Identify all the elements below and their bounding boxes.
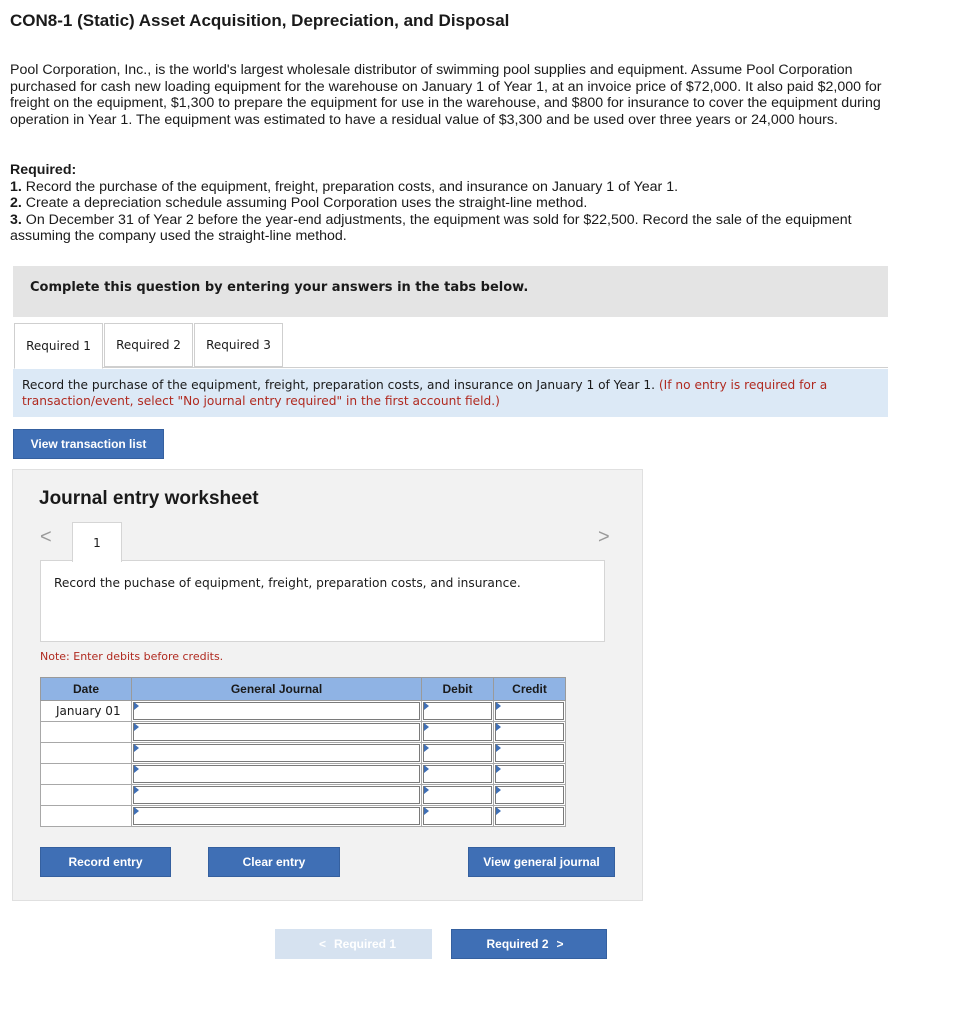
required-item-1 — [10, 179, 910, 196]
entry-description-box — [40, 560, 605, 642]
chevron-left-icon[interactable]: < — [40, 526, 52, 548]
account-select[interactable] — [132, 806, 422, 827]
previous-required-label: Required 1 — [334, 937, 397, 951]
view-transaction-list-button[interactable]: View transaction list — [13, 429, 164, 459]
tab-required-2[interactable]: Required 2 — [104, 323, 193, 367]
dropdown-marker-icon — [134, 786, 139, 794]
tab-required-3[interactable]: Required 3 — [194, 323, 283, 367]
input-marker-icon — [424, 765, 429, 773]
credit-input[interactable] — [494, 764, 566, 785]
debit-input[interactable] — [422, 806, 494, 827]
input-marker-icon — [496, 702, 501, 710]
credit-input[interactable] — [494, 722, 566, 743]
input-marker-icon — [424, 786, 429, 794]
account-select[interactable] — [132, 701, 422, 722]
dropdown-marker-icon — [134, 807, 139, 815]
date-column-header: Date — [41, 678, 132, 701]
table-row — [41, 785, 566, 806]
dropdown-marker-icon — [134, 702, 139, 710]
debit-input[interactable] — [422, 743, 494, 764]
tab-required-1[interactable]: Required 1 — [14, 323, 103, 369]
account-select[interactable] — [132, 785, 422, 806]
date-cell — [41, 785, 132, 806]
dropdown-marker-icon — [134, 744, 139, 752]
previous-required-button[interactable] — [275, 929, 432, 959]
date-cell — [41, 743, 132, 764]
debit-input[interactable] — [422, 785, 494, 806]
credit-input[interactable] — [494, 743, 566, 764]
debit-input[interactable] — [422, 722, 494, 743]
required-item-number: 1. — [10, 178, 22, 195]
required-item-text: On December 31 of Year 2 before the year-end adjustments, the equipment was sold for $22,500. Record the sale of the equipment assuming the company used the straight-line method. — [10, 211, 852, 245]
chevron-right-icon: > — [556, 937, 564, 951]
debits-note: Note: Enter debits before credits. — [40, 650, 224, 663]
view-general-journal-button[interactable]: View general journal — [468, 847, 615, 877]
instruction-text: Complete this question by entering your answers in the tabs below. — [30, 280, 529, 295]
debit-column-header: Debit — [422, 678, 494, 701]
input-marker-icon — [424, 807, 429, 815]
input-marker-icon — [424, 702, 429, 710]
required-list — [10, 162, 910, 245]
date-cell: January 01 — [41, 701, 132, 722]
input-marker-icon — [496, 723, 501, 731]
account-select[interactable] — [132, 743, 422, 764]
credit-input[interactable] — [494, 785, 566, 806]
dropdown-marker-icon — [134, 723, 139, 731]
page-title: CON8-1 (Static) Asset Acquisition, Depreciation, and Disposal — [10, 11, 510, 30]
prompt-text: Record the purchase of the equipment, freight, preparation costs, and insurance on January 1 of Year 1. — [22, 378, 655, 392]
input-marker-icon — [424, 744, 429, 752]
input-marker-icon — [424, 723, 429, 731]
debit-input[interactable] — [422, 764, 494, 785]
problem-intro: Pool Corporation, Inc., is the world's largest wholesale distributor of swimming pool supplies and equipment. Assume Pool Corporation purchased for cash new loading equipment for the warehouse on January 1 of Year 1, at an invoice price of $72,000. It also paid $2,000 for freight on the equipment, $1,300 to prepare the equipment for use in the warehouse, and $800 for insurance to cover the equipment during operation in Year 1. The equipment was estimated to have a residual value of $3,300 and be used over three years or 24,000 hours. — [10, 62, 882, 128]
required-item-text: Create a depreciation schedule assuming Pool Corporation uses the straight-line method. — [25, 195, 588, 212]
instruction-banner — [13, 266, 888, 317]
credit-column-header: Credit — [494, 678, 566, 701]
tab-divider — [14, 367, 888, 368]
credit-input[interactable] — [494, 806, 566, 827]
required-heading: Required: — [10, 162, 77, 178]
question-prompt — [13, 369, 888, 417]
date-cell — [41, 722, 132, 743]
credit-input[interactable] — [494, 701, 566, 722]
required-item-number: 2. — [10, 195, 22, 212]
table-row — [41, 764, 566, 785]
input-marker-icon — [496, 807, 501, 815]
account-select[interactable] — [132, 764, 422, 785]
debit-input[interactable] — [422, 701, 494, 722]
input-marker-icon — [496, 786, 501, 794]
prompt-note: (If no entry is required for a transaction/event, select "No journal entry required" in the first account field.) — [22, 378, 828, 408]
clear-entry-button[interactable]: Clear entry — [208, 847, 340, 877]
table-row — [41, 701, 566, 722]
date-cell — [41, 764, 132, 785]
account-select[interactable] — [132, 722, 422, 743]
record-entry-button[interactable]: Record entry — [40, 847, 171, 877]
required-item-3 — [10, 212, 910, 245]
required-item-2 — [10, 195, 910, 212]
input-marker-icon — [496, 765, 501, 773]
journal-table — [40, 677, 566, 827]
input-marker-icon — [496, 744, 501, 752]
dropdown-marker-icon — [134, 765, 139, 773]
entry-tab-1[interactable]: 1 — [72, 522, 122, 562]
table-row — [41, 722, 566, 743]
required-item-text: Record the purchase of the equipment, freight, preparation costs, and insurance on January 1 of Year 1. — [25, 178, 679, 195]
entry-description: Record the puchase of equipment, freight, preparation costs, and insurance. — [54, 576, 521, 590]
next-required-button[interactable] — [451, 929, 607, 959]
next-required-label: Required 2 — [486, 937, 549, 951]
required-item-number: 3. — [10, 211, 22, 228]
general-journal-column-header: General Journal — [132, 678, 422, 701]
date-cell — [41, 806, 132, 827]
chevron-right-icon[interactable]: > — [598, 526, 610, 548]
table-row — [41, 743, 566, 764]
chevron-left-icon: < — [318, 937, 326, 951]
worksheet-title: Journal entry worksheet — [39, 488, 259, 509]
table-row — [41, 806, 566, 827]
